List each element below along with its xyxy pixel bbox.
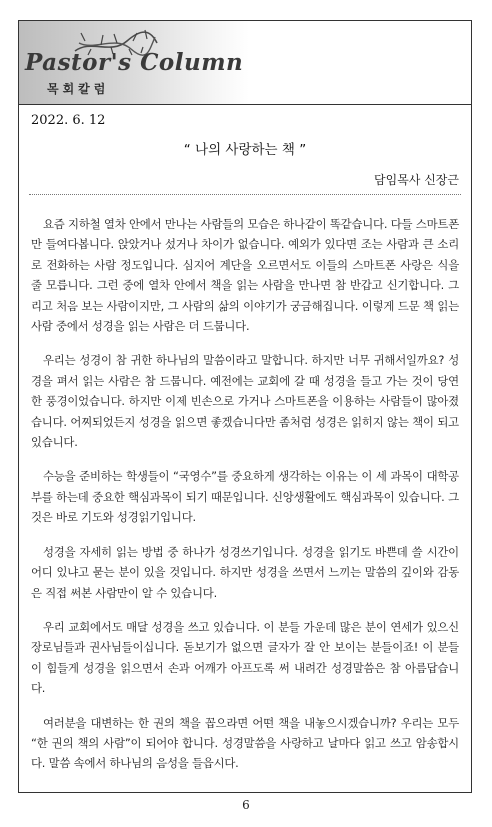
paragraph: 요즘 지하철 열차 안에서 만나는 사람들의 모습은 하나같이 똑같습니다. 다들 스마트폰만 들여다봅니다. 앉았거나 섰거나 차이가 없습니다. 예외가 있다면 조는 사람과 큰 소리로 전화하는 사람 정도입니다. 심지어 계단을 오르면서도 이들의 스마트폰 사랑은 식을 줄 모릅니다. 그런 중에 열차 안에서 책을 읽는 사람을 만나면 참 반갑고 신기합니다. 그리고 처음 보는 사람이지만, 그 사람의 삶의 이야기가 궁금해집니다. 이렇게 드문 책 읽는 사람 중에서 성경을 읽는 사람은 더 드뭅니다.: [31, 217, 459, 334]
column-banner: [19, 21, 471, 105]
paragraph: 여러분을 대변하는 한 권의 책을 꼽으라면 어떤 책을 내놓으시겠습니까? 우리는 모두 “한 권의 책의 사람”이 되어야 합니다. 성경말씀을 사랑하고 날마다 읽고 쓰고 암송합시다. 말씀 속에서 하나님의 음성을 들읍시다.: [31, 715, 459, 771]
paragraph: 성경을 자세히 읽는 방법 중 하나가 성경쓰기입니다. 성경을 읽기도 바쁜데 쓸 시간이 어디 있냐고 묻는 분이 있을 것입니다. 하지만 성경을 쓰면서 느끼는 말씀의 깊이와 감동은 직접 써본 사람만이 알 수 있습니다.: [31, 544, 459, 600]
bulletin-page-frame: [18, 20, 472, 793]
column-brand-subtitle: 목회칼럼: [47, 82, 110, 96]
page-number: 6: [242, 798, 250, 812]
column-brand-title: Pastor's Column: [25, 49, 244, 76]
paragraph: 우리는 성경이 참 귀한 하나님의 말씀이라고 말합니다. 하지만 너무 귀해서일까요? 성경을 펴서 읽는 사람은 참 드뭅니다. 예전에는 교회에 갈 때 성경을 들고 가는 것이 당연한 풍경이었습니다. 하지만 이제 빈손으로 가거나 스마트폰을 이용하는 사람들이 많아졌습니다. 어찌되었든지 성경을 읽으면 좋겠습니다만 좀처럼 성경은 읽히지 않는 책이 되고 있습니다.: [31, 353, 459, 450]
article-date: 2022. 6. 12: [31, 113, 106, 128]
article-body: [31, 214, 459, 788]
dotted-divider: [29, 194, 461, 195]
paragraph: 우리 교회에서도 매달 성경을 쓰고 있습니다. 이 분들 가운데 많은 분이 연세가 있으신 장로님들과 권사님들이십니다. 돋보기가 없으면 글자가 잘 안 보이는 분들이죠! 이 분들이 힘들게 성경을 읽으면서 손과 어깨가 아프도록 써 내려간 성경말씀은 참 아름답습니다.: [31, 619, 459, 696]
paragraph: 수능을 준비하는 학생들이 “국영수”를 중요하게 생각하는 이유는 이 세 과목이 대학공부를 하는데 중요한 핵심과목이 되기 때문입니다. 신앙생활에도 핵심과목이 있습니다. 그것은 바로 기도와 성경읽기입니다.: [31, 469, 459, 525]
article-title: “ 나의 사랑하는 책 ”: [183, 142, 307, 158]
article-author: 담임목사 신장근: [374, 173, 459, 187]
